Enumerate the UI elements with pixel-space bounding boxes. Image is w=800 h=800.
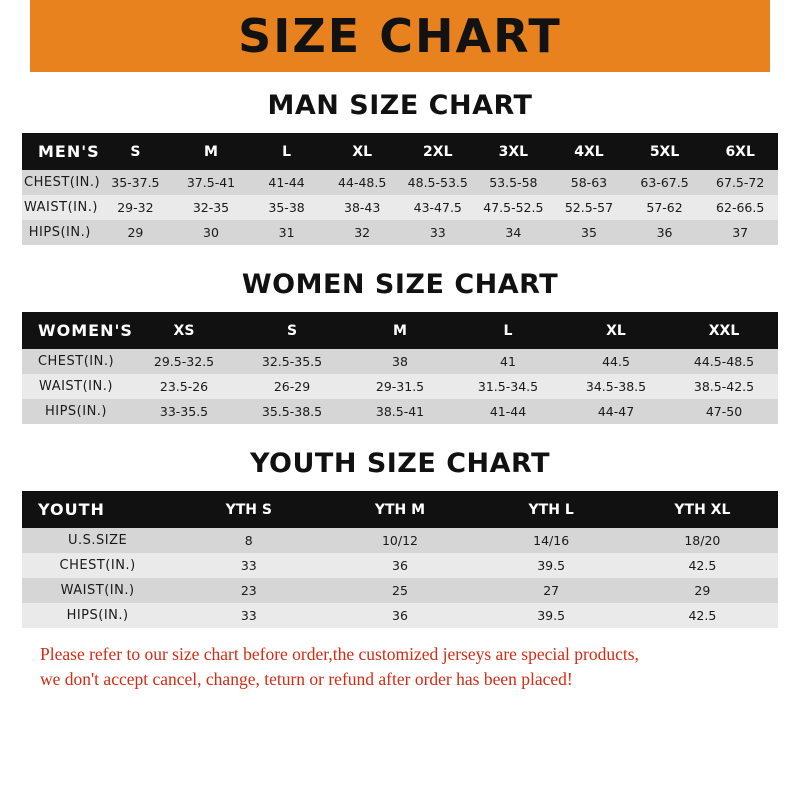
women-row1-c5: 38.5-42.5 (693, 379, 755, 394)
table-row (22, 195, 778, 220)
women-header-l: L (503, 322, 513, 339)
youth-row3-c3: 42.5 (688, 608, 717, 623)
note-line-2: we don't accept cancel, change, teturn or refund after order has been placed! (40, 669, 573, 690)
youth-header-m: YTH M (374, 501, 426, 518)
youth-row3-label: HIPS(IN.) (66, 608, 129, 623)
table-header-row (22, 133, 778, 170)
man-table-body (22, 170, 778, 245)
man-row2-c3: 32 (354, 225, 371, 240)
man-header-xl: XL (352, 143, 373, 160)
man-header-6xl: 6XL (725, 143, 755, 160)
table-row (22, 528, 778, 553)
table-row (22, 170, 778, 195)
man-header-m: M (204, 143, 218, 160)
man-row0-c8: 67.5-72 (716, 175, 765, 190)
women-table-body (22, 349, 778, 424)
women-size-table (22, 312, 778, 424)
women-row2-c4: 44-47 (597, 404, 635, 419)
order-policy-note (22, 642, 778, 693)
youth-row2-label: WAIST(IN.) (60, 583, 135, 598)
man-header-s: S (130, 143, 141, 160)
youth-row3-c0: 33 (240, 608, 257, 623)
youth-row2-c0: 23 (240, 583, 257, 598)
man-row0-c2: 41-44 (268, 175, 305, 190)
women-row1-c3: 31.5-34.5 (477, 379, 539, 394)
women-header-s: S (286, 322, 298, 339)
man-header-l: L (282, 143, 292, 160)
women-row0-c4: 44.5 (602, 354, 630, 369)
women-row0-c5: 44.5-48.5 (693, 354, 755, 369)
man-row2-c8: 37 (732, 225, 749, 240)
man-row0-label: CHEST(IN.) (24, 175, 101, 190)
youth-row1-c0: 33 (240, 558, 257, 573)
women-header-xl: XL (606, 322, 626, 339)
youth-row1-c3: 42.5 (688, 558, 717, 573)
women-header-xxl: XXL (708, 322, 740, 339)
man-row1-c5: 47.5-52.5 (483, 200, 544, 215)
youth-row2-c3: 29 (694, 583, 711, 598)
man-header-label: MEN'S (38, 142, 100, 161)
women-row1-c0: 23.5-26 (159, 379, 209, 394)
youth-header-s: YTH S (225, 501, 272, 518)
youth-size-table (22, 491, 778, 628)
youth-row0-c2: 14/16 (533, 533, 570, 548)
women-row2-c2: 38.5-41 (375, 404, 425, 419)
table-row (22, 349, 778, 374)
header-banner (0, 0, 800, 72)
women-row0-c3: 41 (500, 354, 516, 369)
chart-content (0, 90, 800, 693)
women-row0-c0: 29.5-32.5 (153, 354, 215, 369)
man-header-5xl: 5XL (649, 143, 680, 160)
women-row0-label: CHEST(IN.) (37, 354, 115, 369)
table-row (22, 220, 778, 245)
man-row1-c2: 35-38 (268, 200, 305, 215)
page-title: SIZE CHART (238, 9, 562, 63)
women-row1-label: WAIST(IN.) (39, 379, 113, 394)
youth-row1-label: CHEST(IN.) (59, 558, 136, 573)
man-row0-c4: 48.5-53.5 (407, 175, 468, 190)
women-header-m: M (393, 322, 407, 339)
youth-row0-c1: 10/12 (381, 533, 418, 548)
man-row2-c1: 30 (203, 225, 219, 240)
man-table-head (22, 133, 778, 170)
youth-header-label: YOUTH (38, 500, 105, 519)
man-row2-c6: 35 (581, 225, 597, 240)
youth-row3-c1: 36 (392, 608, 408, 623)
man-row2-c4: 33 (429, 225, 446, 240)
women-row2-c5: 47-50 (705, 404, 743, 419)
man-row0-c7: 63-67.5 (640, 175, 689, 190)
man-row0-c0: 35-37.5 (111, 175, 160, 190)
women-row1-c4: 34.5-38.5 (585, 379, 647, 394)
man-row1-c6: 52.5-57 (564, 200, 614, 215)
man-row1-c8: 62-66.5 (716, 200, 765, 215)
man-row1-label: WAIST(IN.) (24, 200, 98, 215)
man-row2-c5: 34 (505, 225, 522, 240)
women-row0-c2: 38 (392, 354, 408, 369)
youth-row2-c1: 25 (392, 583, 408, 598)
man-row1-c7: 57-62 (646, 200, 683, 215)
man-header-2xl: 2XL (423, 143, 453, 160)
women-row2-c1: 35.5-38.5 (261, 404, 323, 419)
women-row1-c1: 26-29 (273, 379, 311, 394)
man-row1-c0: 29-32 (117, 200, 154, 215)
youth-row1-c1: 36 (392, 558, 408, 573)
man-row2-c7: 36 (656, 225, 673, 240)
note-line-1: Please refer to our size chart before order,the customized jerseys are special products, (40, 644, 639, 664)
table-row (22, 553, 778, 578)
man-size-table (22, 133, 778, 245)
table-row (22, 374, 778, 399)
man-row0-c5: 53.5-58 (489, 175, 538, 190)
youth-row0-c3: 18/20 (684, 533, 721, 548)
man-row2-label: HIPS(IN.) (28, 225, 91, 240)
women-header-label: WOMEN'S (38, 321, 133, 340)
man-row0-c3: 44-48.5 (338, 175, 387, 190)
women-row2-label: HIPS(IN.) (44, 404, 108, 419)
women-row1-c2: 29-31.5 (375, 379, 425, 394)
man-header-3xl: 3XL (498, 143, 529, 160)
youth-row1-c2: 39.5 (537, 558, 566, 573)
man-row1-c1: 32-35 (192, 200, 230, 215)
women-row2-c3: 41-44 (489, 404, 527, 419)
youth-section-title: YOUTH SIZE CHART (249, 448, 551, 479)
youth-table-body (22, 528, 778, 628)
women-row0-c1: 32.5-35.5 (261, 354, 323, 369)
table-row (22, 399, 778, 424)
man-row0-c6: 58-63 (570, 175, 608, 190)
youth-row3-c2: 39.5 (537, 608, 566, 623)
youth-row0-c0: 8 (244, 533, 253, 548)
youth-header-l: YTH L (528, 501, 574, 518)
man-row0-c1: 37.5-41 (186, 175, 236, 190)
women-section-title: WOMEN SIZE CHART (241, 269, 559, 300)
man-row2-c0: 29 (127, 225, 144, 240)
table-header-row (22, 312, 778, 349)
youth-row0-label: U.S.SIZE (67, 533, 128, 548)
women-header-xs: XS (173, 322, 195, 339)
man-row2-c2: 31 (278, 225, 295, 240)
table-header-row (22, 491, 778, 528)
man-header-4xl: 4XL (574, 143, 604, 160)
youth-header-xl: YTH XL (674, 501, 731, 518)
man-row1-c4: 43-47.5 (413, 200, 462, 215)
women-row2-c0: 33-35.5 (159, 404, 209, 419)
women-table-head (22, 312, 778, 349)
table-row (22, 578, 778, 603)
man-row1-c3: 38-43 (344, 200, 381, 215)
youth-row2-c2: 27 (543, 583, 560, 598)
youth-table-head (22, 491, 778, 528)
man-section-title: MAN SIZE CHART (267, 90, 533, 121)
table-row (22, 603, 778, 628)
